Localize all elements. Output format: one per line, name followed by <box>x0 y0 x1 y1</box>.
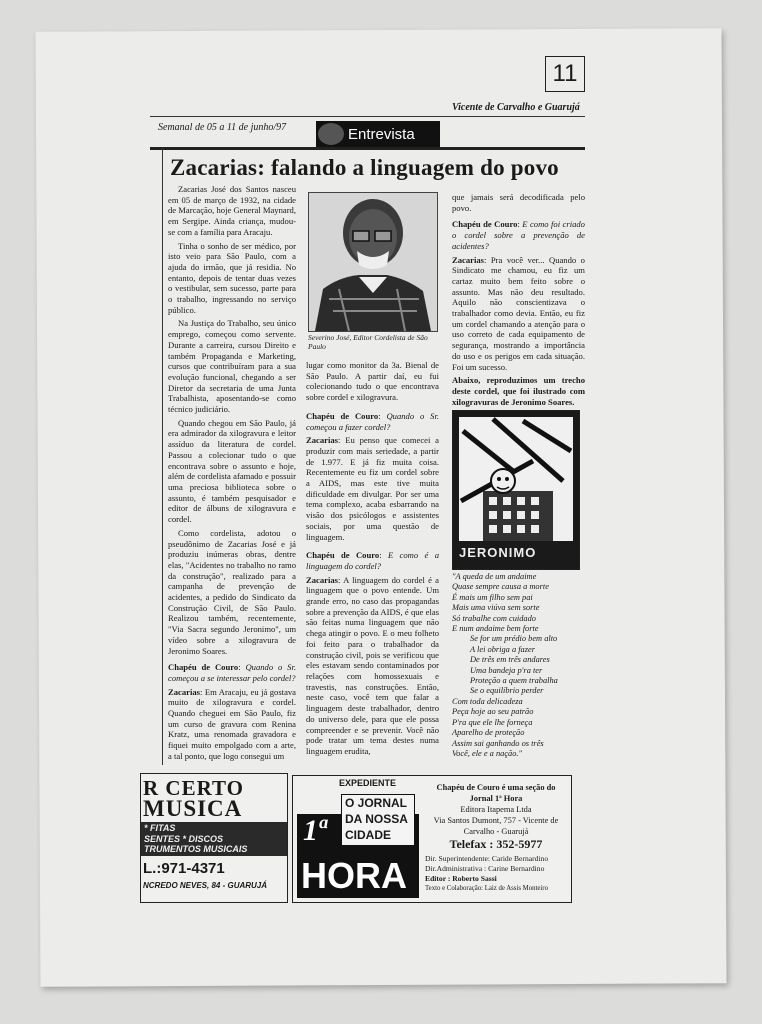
staff-list <box>425 854 567 894</box>
staff-line: Texto e Colaboração: Laiz de Assis Monteiro <box>425 885 548 892</box>
answer: Zacarias: Em Aracaju, eu já gostava muito de xilogravura e cordel. Quando cheguei em São Paulo, fiz um curso de gravura com Renina Kratz, uma renomada gravadora e fiquei muito empolgado com a arte, a tal ponto, que logo consegui um <box>168 686 296 761</box>
poem-line: Só trabalhe com cuidado <box>452 613 536 623</box>
answer: Zacarias: Eu penso que comecei a produzir com mais seriedade, a partir de 1.977. E já fiz muita coisa. Recentemente eu fiz um cordel sobre a AIDS, mas este tive muita dificuldade em divulgar. Por ser uma tema complexo, acaba esbarrando na visão dos psicólogos e assistentes sociais, por uma questão de linguagem. <box>306 435 439 542</box>
column-1 <box>168 184 296 765</box>
answer-text: Em Aracaju, eu já gostava muito de xilogravura e cordel. Quando cheguei em São Paulo, fiz um curso de gravura com Renina Kratz, uma renomada gravadora e fiquei muito empolgado com a arte, a tal ponto, que logo consegui um <box>168 686 296 761</box>
expediente-title: EXPEDIENTE <box>339 778 397 788</box>
poem-line: Mais uma viúva sem sorte <box>452 603 540 613</box>
poem-line: "A queda de um andaime <box>452 572 537 581</box>
paragraph: Zacarias José dos Santos nasceu em 05 de março de 1932, na cidade de Marcação, hoje General Maynard, em Sergipe. Ainda criança, mudou-se com a família para Aracaju. <box>168 184 296 237</box>
poem-line: Assim sai ganhando os três <box>452 738 544 748</box>
telefax: Telefax : 352-5977 <box>449 837 543 851</box>
info-line: Via Santos Dumont, 757 - Vicente de Carvalho - Guarujá <box>433 816 559 836</box>
question: Chapéu de Couro: Quando o Sr. começou a se interessar pelo cordel? <box>168 662 296 683</box>
question: Chapéu de Couro: Quando o Sr. começou a fazer cordel? <box>306 410 439 432</box>
page-number: 11 <box>545 56 585 92</box>
section-label: Entrevista <box>348 125 415 143</box>
answer-label: Zacarias <box>452 254 484 265</box>
publisher-info <box>425 782 567 852</box>
poem-line: Se for um prédio bem alto <box>470 634 558 644</box>
poem-line: Quase sempre causa a morte <box>452 582 549 592</box>
question: Chapéu de Couro: E como é a linguagem do cordel? <box>306 550 439 571</box>
poem-line: Com toda delicadeza <box>452 696 523 706</box>
answer-text: Eu penso que comecei a produzir com mais seriedade, a partir de 1.977. E já fiz muita coisa. Recentemente eu fiz um cordel sobre a AIDS, mas este tive muita dificuldade em divulgar. Por ser uma tema complexo, acaba esbarrando na visão dos psicólogos e assistentes sociais, por uma questão de linguagem. <box>306 435 439 542</box>
woodcut-illustration <box>452 410 580 570</box>
question-label: Chapéu de Couro <box>452 219 518 230</box>
poem-line: É mais um filho sem pai <box>452 592 533 602</box>
woodcut-label: JERONIMO <box>459 545 537 560</box>
logo-word: HORA <box>301 855 407 896</box>
header-rule <box>150 116 585 117</box>
poem-line: Proteção a quem trabalha <box>470 676 558 686</box>
question-label: Chapéu de Couro <box>306 410 379 421</box>
expediente-box <box>292 775 572 903</box>
staff-line: Dir. Superintendente: Caride Bernardino <box>425 854 549 863</box>
poem-line: A lei obriga a fazer <box>470 644 535 654</box>
music-store-ad <box>140 773 288 903</box>
question-text: Quando o Sr. começou a se interessar pelo cordel? <box>168 662 296 683</box>
closing-note: Abaixo, reproduzimos um trecho deste cordel, que foi ilustrado com xilogravuras de Jeronimo Soares. <box>452 375 585 407</box>
question-text: Quando o Sr. começou a fazer cordel? <box>306 410 439 432</box>
column-2 <box>306 360 439 760</box>
ad-product: TRUMENTOS MUSICAIS <box>144 844 248 854</box>
logo-number: 1ª <box>303 814 326 847</box>
poem-line: De três em três andares <box>470 655 550 665</box>
ad-product: SENTES * DISCOS <box>144 833 224 844</box>
paragraph: Como cordelista, adotou o pseudônimo de Zacarias José e já produziu inúmeras obras, dentre elas, "Acidentes no trabalho no ramo da construção", realizado para a campanha de prevenção de acidentes, a pedido do Sindicato da Construção Civil, de São Paulo. Realizou também, recentemente, "Via Sacra segundo Jeronimo", um vídeo sobre a xilogravura de Jeronimo Soares. <box>168 527 296 656</box>
column-3 <box>452 192 585 410</box>
poem-line: Se o equilíbrio perder <box>470 686 544 696</box>
newspaper-slogan <box>341 794 415 846</box>
answer-text: A linguagem do cordel é a linguagem que o povo entende. Um grande erro, no caso das propagandas sobre a prevenção da AIDS, é que elas são feitas numa linguagem que não chega atingir o povo. E o meu folheto foi feito para o trabalhador da construção civil, pois se verificou que eles estavam sendo contaminados por relações com homossexuais e travestis, nas construções. Então, neste caso, você tem que falar a linguagem deste trabalhador, dentro do universo dele, para que ele possa compreender e se prevenir. Você não pode tratar um tema destes numa linguagem erudita, <box>306 574 440 756</box>
paragraph: que jamais será decodificada pelo povo. <box>452 192 585 213</box>
answer-label: Zacarias <box>306 435 338 446</box>
answer: Zacarias: A linguagem do cordel é a linguagem que o povo entende. Um grande erro, no caso das propagandas sobre a prevenção da AIDS, é que elas são feitas numa linguagem que não chega atingir o povo. E o meu folheto foi feito para o trabalhador da construção civil, pois se verificou que eles estavam sendo contaminados por relações com homossexuais e travestis, nas construções. Então, neste caso, você tem que falar a linguagem deste trabalhador, dentro do universo dele, para que ele possa compreender e se prevenir. Você não pode tratar um tema destes numa linguagem erudita, <box>306 574 440 756</box>
slogan-line: DA NOSSA <box>345 812 408 826</box>
poem-line: Aparelho de proteção <box>452 728 525 738</box>
section-logo-icon <box>318 123 344 145</box>
question-text: E como é a linguagem do cordel? <box>306 550 439 571</box>
headline: Zacarias: falando a linguagem do povo <box>170 155 559 180</box>
poem-line: P'ra que ele lhe forneça <box>452 717 533 727</box>
ad-products-band <box>141 822 287 856</box>
question-label: Chapéu de Couro <box>168 662 239 673</box>
info-line: Editora Itapema Ltda <box>460 805 532 814</box>
week-label: Semanal de 05 a 11 de junho/97 <box>158 122 287 133</box>
answer-label: Zacarias <box>168 686 200 697</box>
portrait-photo <box>308 192 438 332</box>
ad-address: NCREDO NEVES, 84 - GUARUJÁ <box>143 881 268 890</box>
question: Chapéu de Couro: E como foi criado o cordel sobre a prevenção de acidentes? <box>452 219 585 251</box>
poem-line: Você, ele e a nação." <box>452 748 523 758</box>
portrait-illustration <box>309 193 437 331</box>
ad-line-1: R CERTO <box>143 776 244 800</box>
poem-line: E num andaime bem forte <box>452 624 539 634</box>
paragraph: lugar como monitor da 3a. Bienal de São Paulo. A partir daí, eu fui colecionando tudo o que encontrava sobre cordel e xilogravura. <box>306 360 439 403</box>
cordel-poem <box>452 572 592 759</box>
answer-text: Pra você ver... Quando o Sindicato me chamou, eu fiz um cartaz muito bem feito sobre o assunto. Mas não deu resultado. Aquilo não conscientizava o trabalhador como devia. Então, eu fiz um cordel chamando a atenção para o uso correto de cada equipamento de segurança, mostrando a importância do uso e os perigos em cada situação. Foi um sucesso. <box>452 254 585 372</box>
poem-line: Uma bandeja p'ra ter <box>470 665 543 675</box>
edition-label: Vicente de Carvalho e Guarujá <box>452 102 580 113</box>
slogan-line: O JORNAL <box>345 796 408 810</box>
answer-label: Zacarias <box>306 574 338 585</box>
ad-phone: L.:971-4371 <box>143 860 225 877</box>
column-rule <box>162 147 163 765</box>
paragraph: Quando chegou em São Paulo, já era admirador da xilogravura e leitor assíduo da literatura de cordel. Passou a colecionar tudo o que encontrava sobre o assunto e hoje, além de cordelista afamado e possuir uma preciosa biblioteca sobre o assunto, é também pesquisador e editor de álbuns de xilogravura e cordel. <box>168 417 296 525</box>
paragraph: Na Justiça do Trabalho, seu único emprego, começou como servente. Durante a carreira, cursou Direito e também Propaganda e Marketing, cursos que contribuíram para a sua evolução funcional, chegando a ser Diretor da secretaria de uma Junta Trabalhista, aposentando-se como técnico judiciário. <box>168 318 296 415</box>
question-label: Chapéu de Couro <box>306 550 380 561</box>
photo-caption: Severino José, Editor Cordelista de São Paulo <box>308 333 428 351</box>
slogan-line: CIDADE <box>345 828 392 842</box>
staff-line: Dir.Administrativa : Carine Bernardino <box>425 864 545 873</box>
ad-product: * FITAS <box>144 823 176 833</box>
paragraph: Tinha o sonho de ser médico, por isto veio para São Paulo, com a ajuda do irmão, que já residia. No entanto, depois de tentar duas vezes o vestibular, sem sucesso, parte para o trabalho, ingressando no serviço público. <box>168 240 296 315</box>
question-text: E como foi criado o cordel sobre a prevenção de acidentes? <box>452 219 585 251</box>
poem-line: Peça hoje ao seu patrão <box>452 707 534 717</box>
info-line: Chapéu de Couro é uma seção do Jornal 1ª Hora <box>436 783 556 803</box>
ad-line-2: MUSICA <box>143 796 243 821</box>
title-rule <box>150 147 585 150</box>
answer: Zacarias: Pra você ver... Quando o Sindicato me chamou, eu fiz um cartaz muito bem feito sobre o assunto. Mas não deu resultado. Aquilo não conscientizava o trabalhador como devia. Então, eu fiz um cordel chamando a atenção para o uso correto de cada equipamento de segurança, mostrando a importância do uso e os perigos em cada situação. Foi um sucesso. <box>452 254 585 372</box>
section-tag <box>316 121 440 147</box>
staff-line: Editor : Roberto Sassi <box>425 874 497 883</box>
